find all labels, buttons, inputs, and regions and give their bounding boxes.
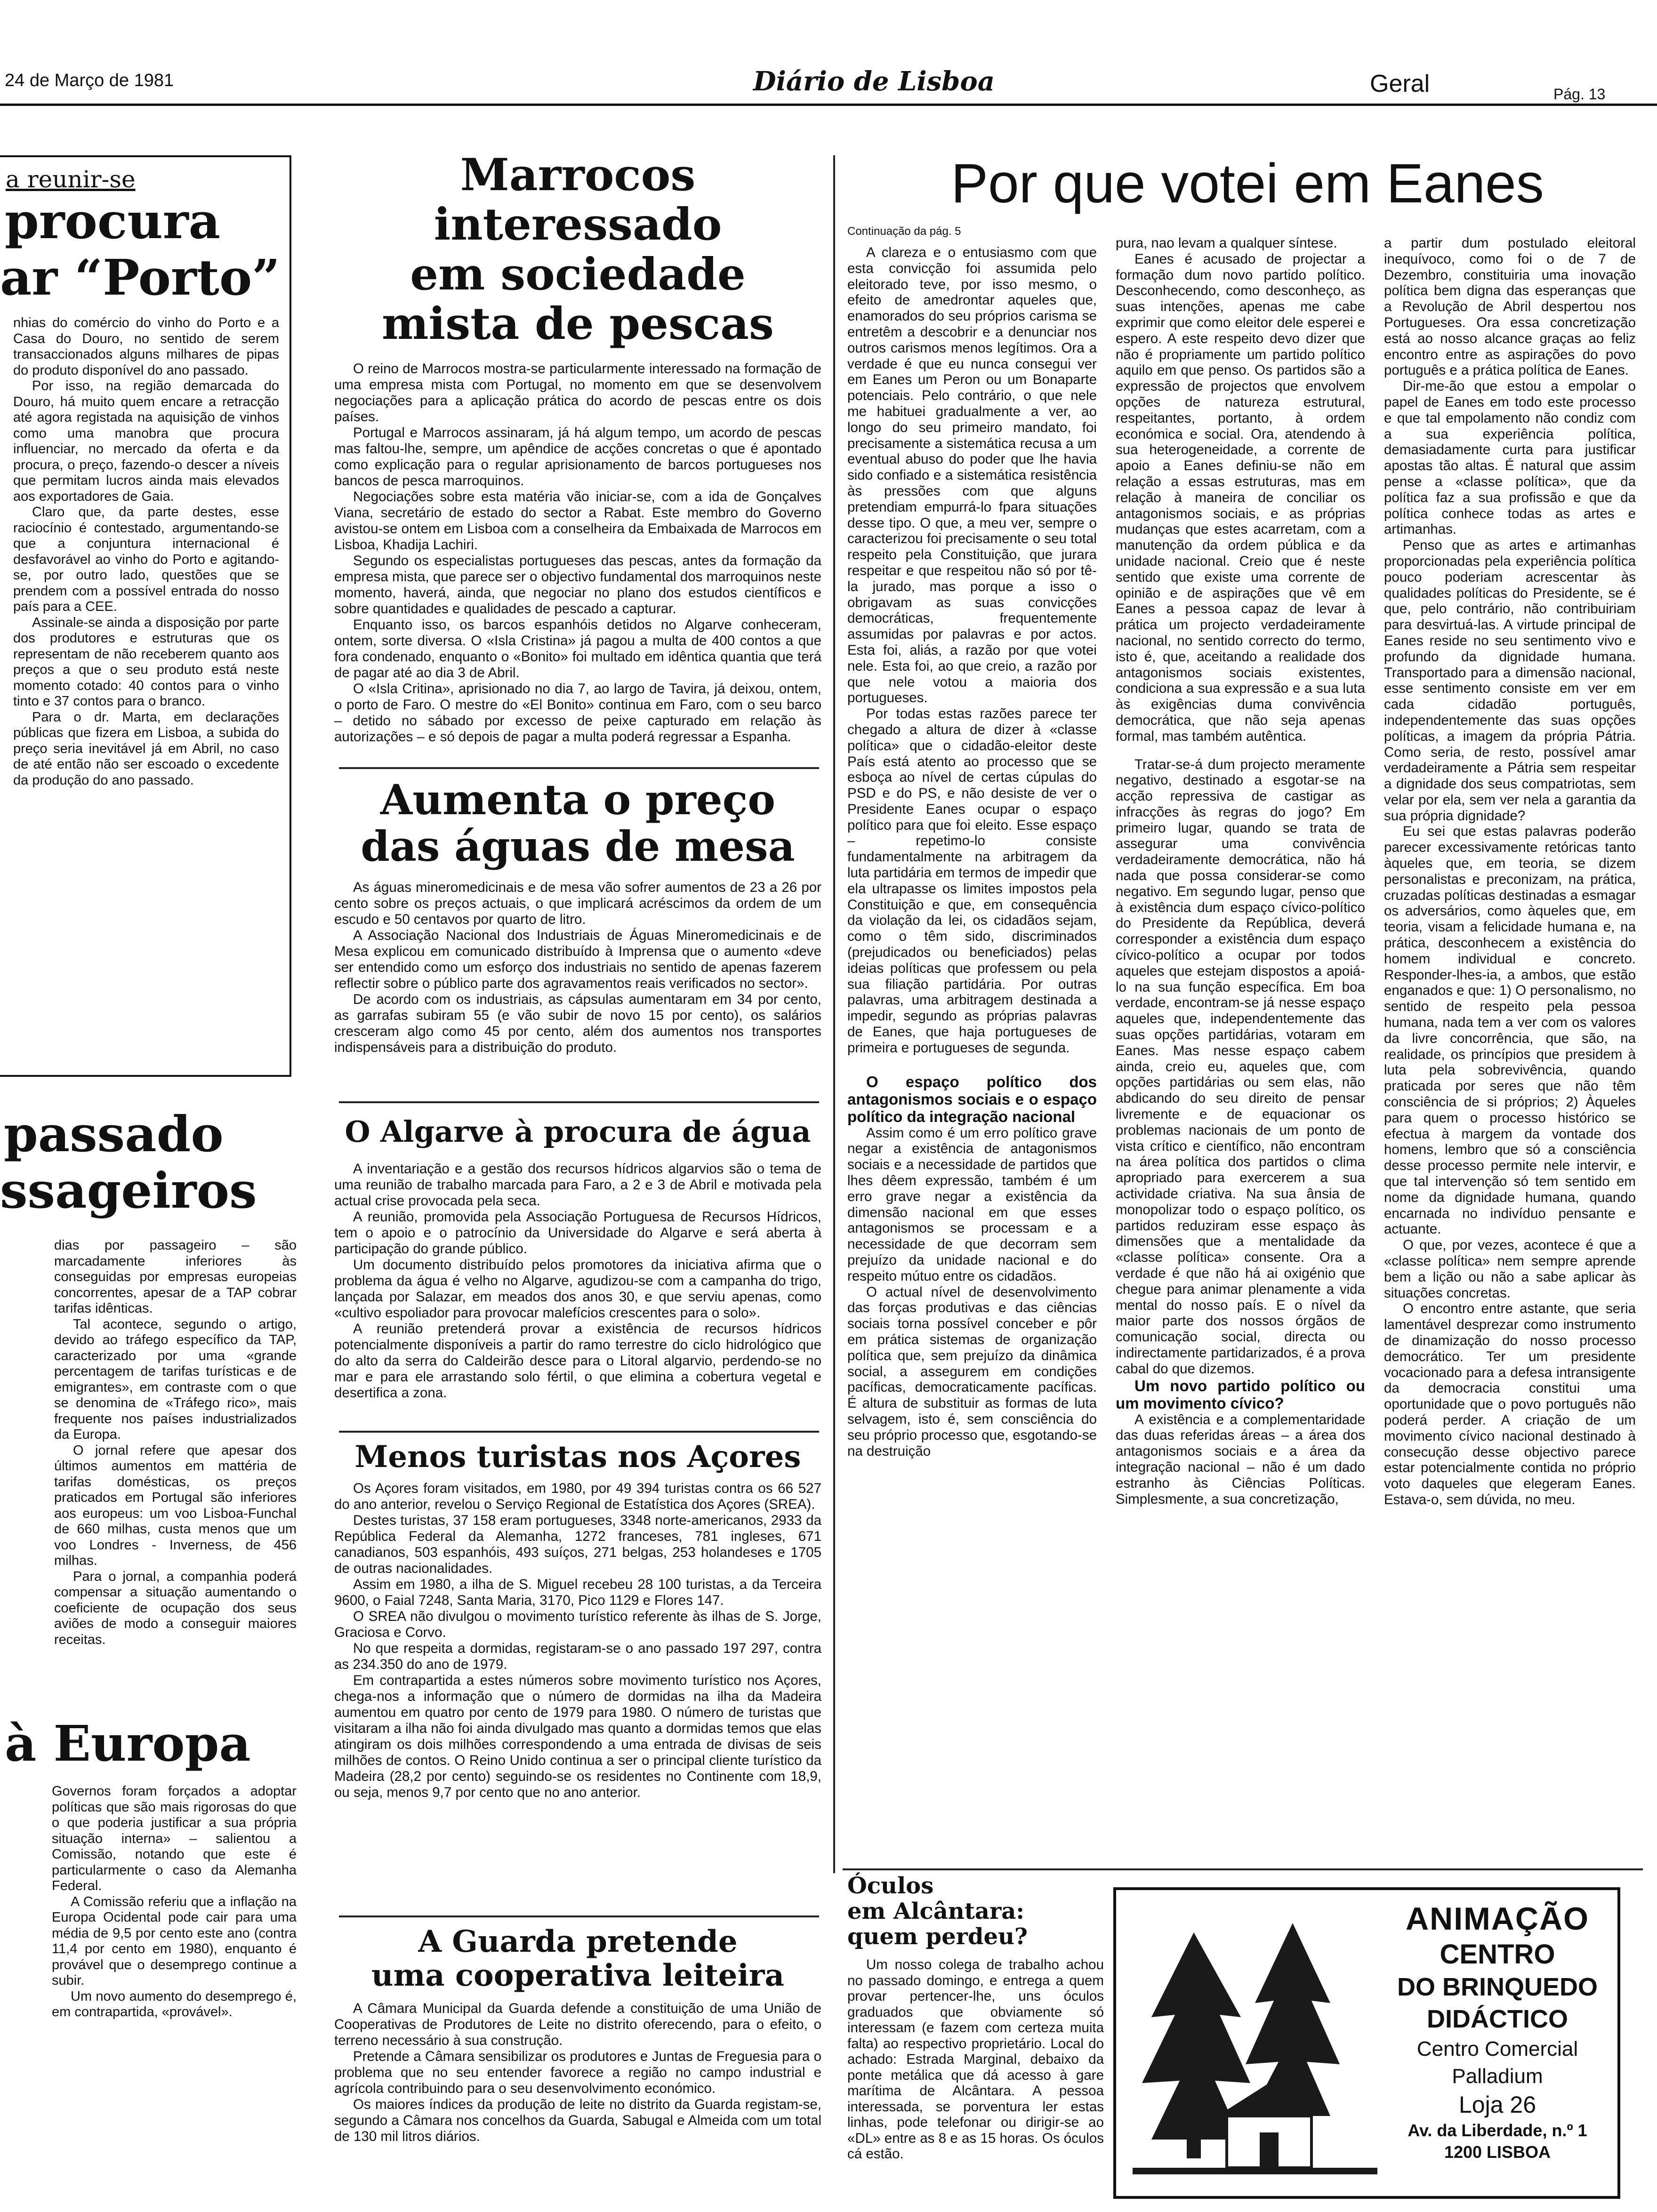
- porto-para: Por isso, na região demarcada do Douro, há muito quem encare a retracção até agora registada na aquisição de vinhos como uma manobra que procura influenciar, no mercado da oferta e da procura, o preço, fazendo-o descer a níveis que permitam lucros ainda mais elevados aos exportadores de Gaia.: [13, 378, 279, 504]
- tap-story: [0, 1106, 301, 1694]
- eanes-para: Dir-me-ão que estou a empolar o papel de Eanes em todo este processo e que tal empolamento não condiz com a sua experiência política, demasiadamente curta para justificar apostas tão altas. É natural que assim pense a «classe política», que da política faz a sua profissão e que da política conhece todas as artes e artimanhas.: [1384, 378, 1636, 537]
- ad-line: Loja 26: [1458, 2092, 1536, 2118]
- aguas-body: [334, 880, 821, 1056]
- section-rule: [339, 1431, 819, 1433]
- algarve-para: A inventariação e a gestão dos recursos hídricos algarvios são o tema de uma reunião de trabalho marcada para Faro, a 2 e 3 de Abril e motivada pela actual crise provocada pela seca.: [334, 1161, 821, 1209]
- ad-line: 1200 LISBOA: [1444, 2142, 1551, 2162]
- brinquedo-ad: [1113, 1887, 1620, 2199]
- porto-para: Assinale-se ainda a disposição por parte dos produtores e estruturas que os representam de não receberem quanto aos preços a que o seu produto está neste momento cotado: 40 contos para o vinho tinto e 37 contos para o branco.: [13, 615, 279, 709]
- guarda-para: A Câmara Municipal da Guarda defende a constituição de uma União de Cooperativas de Produtores de Leite no distrito oferecendo, para o efeito, o terreno necessário à sua construção.: [334, 2001, 821, 2049]
- aguas-para: De acordo com os industriais, as cápsulas aumentaram em 34 por cento, as garrafas subiram 55 (e vão subir de novo 15 por cento), os salários cresceram algo como 45 por cento, além dos aumentos nos transportes indispensáveis para a distribuição do produto.: [334, 992, 821, 1056]
- eanes-para: pura, nao levam a qualquer síntese.: [1116, 235, 1337, 251]
- marrocos-para: Portugal e Marrocos assinaram, já há algum tempo, um acordo de pescas mas faltou-lhe, sempre, um apêndice de acções concretas o que é apontado como explicação para o regular aprisionamento de barcos portugueses nos bancos de pesca marroquinos.: [334, 425, 821, 489]
- porto-para: Claro que, da parte destes, esse raciocínio é contestado, argumentando-se que a conjuntura internacional é desfavorável ao vinho do Porto e agitando-se, por outro lado, questões que se prendem com a possível entrada do nosso país para a CEE.: [13, 505, 279, 614]
- acores-body: [334, 1481, 821, 1801]
- europa-headline: à Europa: [5, 1715, 251, 1772]
- oculos-body: [847, 1957, 1104, 2162]
- guarda-story: [334, 1925, 821, 2145]
- aguas-story: [334, 777, 821, 1056]
- europa-para: Um novo aumento do desemprego é, em contrapartida, «provável».: [52, 1988, 297, 2020]
- eanes-para: Eu sei que estas palavras poderão parecer excessivamente retóricas tanto àqueles que, em teoria, se dizem personalistas e preconizam, na prática, cruzadas políticas destinadas a esmagar os adversários, como àqueles que, em teoria, visam a felicidade humana e, na prática, desconhecem a existência do homem individual e concreto. Responder-lhes-ia, a ambos, que estão enganados e que: 1) O personalismo, no sentido de respeito pela pessoa humana, nada tem a ver com os valores da livre concorrência, que são, na realidade, os princípios que presidem à luta pela sobrevivência, quando praticada por seres que não têm consciência de si próprios; 2) Àqueles para quem o processo histórico se efectua à margem da vontade dos homens, lembro que só a consciência desse processo permite nele intervir, e que tal intervenção só tem sentido em nome da dignidade humana, quando encarnada no indivíduo pensante e actuante.: [1384, 824, 1636, 1237]
- porto-kicker: a reunir-se: [6, 166, 136, 193]
- oculos-para: Um nosso colega de trabalho achou no passado domingo, e entrega a quem provar pertencer-lhe, uns óculos graduados que obviamente só interessam (e fazem com certeza muita falta) ao respectivo proprietário. Local do achado: Estrada Marginal, debaixo da ponte metálica que dá acesso à gare marítima de Alcântara. A pessoa interessada, se porventura ler estas linhas, pode telefonar ou dirigir-se ao «DL» entre as 8 e as 15 horas. Os óculos cá estão.: [847, 1957, 1104, 2162]
- europa-para: A Comissão referiu que a inflação na Europa Ocidental pode cair para uma média de 9,5 por cento este ano (contra 11,4 por cento em 1980), enquanto é provável que o desemprego continue a subir.: [52, 1894, 297, 1988]
- porto-headline-2: ar “Porto”: [0, 248, 281, 306]
- tap-para: Para o jornal, a companhia poderá compensar a situação aumentando o coeficiente de ocupação dos seus aviões de modo a conseguir maiores receitas.: [54, 1569, 297, 1647]
- tap-para: dias por passageiro – são marcadamente inferiores às conseguidas por empresas europeias concorrentes, apesar de a TAP cobrar tarifas idênticas.: [54, 1238, 297, 1316]
- marrocos-headline-1: Marrocos interessado: [434, 149, 722, 251]
- acores-story: [334, 1440, 821, 1801]
- eanes-para: Por todas estas razões parece ter chegado a altura de dizer à «classe política» que o cidadão-eleitor deste País está atento ao processo que se esboça ao nível de certas cúpulas do PSD e do PS, e não desiste de ver o Presidente Eanes ocupar o espaço político para que foi eleito. Esse espaço – repetimo-lo consiste fundamentalmente na arbitragem da luta partidária em termos de impedir que ela ultrapasse os limites impostos pela Constituição e que, em consequência da violação da lei, os cidadãos sejam, como o têm sido, discriminados (prejudicados ou beneficiados) pelas ideias políticas que professem ou pela sua filiação partidária. Por outras palavras, uma arbitragem destinada a impedir, segundo as próprias palavras de Eanes, que haja portugueses de primeira e portugueses de segunda.: [847, 706, 1097, 1056]
- eanes-para: O actual nível de desenvolvimento das forças produtivas e das ciências sociais torna possível conceber e pôr em prática sistemas de organização política que, sem prejuízo da dinâmica social, a assegurem em condições pacíficas, democraticamente pacíficas. É altura de substituir as formas de luta selvagem, isto é, sem consciência do seu próprio processo que, esgotando-se na destruição: [847, 1284, 1097, 1459]
- acores-para: No que respeita a dormidas, registaram-se o ano passado 197 297, contra as 234.350 do ano de 1979.: [334, 1640, 821, 1672]
- eanes-subhead-2: Um novo partido político ou um movimento cívico?: [1116, 1377, 1365, 1412]
- oculos-headline-3: quem perdeu?: [847, 1923, 1028, 1950]
- column-rule: [833, 155, 835, 1873]
- section-rule: [339, 1101, 819, 1103]
- aguas-para: As águas mineromedicinais e de mesa vão sofrer aumentos de 23 a 26 por cento sobre os preços actuais, o que implicará acréscimos da ordem de um escudo e 50 centavos por quarto de litro.: [334, 880, 821, 928]
- tap-headline-1: passado: [4, 1105, 224, 1163]
- marrocos-headline-2: em sociedade: [410, 248, 746, 300]
- ad-line: DIDÁCTICO: [1427, 2005, 1568, 2033]
- algarve-body: [334, 1161, 821, 1401]
- marrocos-para: Negociações sobre esta matéria vão iniciar-se, com a ida de Gonçalves Viana, secretário de estado do sector a Rabat. Este membro do Governo avistou-se ontem em Lisboa com a conselheira da Embaixada de Marrocos em Lisboa, Khadija Lachiri.: [334, 489, 821, 553]
- porto-para: Para o dr. Marta, em declarações públicas que fizera em Lisboa, a subida do preço seria inevitável já em Abril, no caso de até então não ser escoado o excedente da produção do ano passado.: [13, 709, 279, 788]
- aguas-headline-2: das águas de mesa: [361, 821, 795, 871]
- tap-body: [0, 1219, 301, 1648]
- guarda-body: [334, 2001, 821, 2145]
- oculos-headline-1: Óculos: [847, 1873, 934, 1899]
- ad-text-block: [1380, 1899, 1615, 2163]
- europa-body: [0, 1774, 301, 2020]
- page-number: Pág. 13: [1553, 86, 1606, 103]
- ad-line: DO BRINQUEDO: [1397, 1973, 1598, 2001]
- ad-line: Av. da Liberdade, n.º 1: [1408, 2121, 1587, 2140]
- marrocos-para: O reino de Marrocos mostra-se particularmente interessado na formação de uma empresa mista com Portugal, no momento em que se desenvolvem negociações para a aplicação prática do acordo de pescas entre os dois países.: [334, 361, 821, 425]
- issue-date: 24 de Março de 1981: [5, 71, 174, 90]
- algarve-para: A reunião pretenderá provar a existência de recursos hídricos potencialmente disponíveis a partir do ramo terrestre do ciclo hidrológico que do alto da serra do Caldeirão desce para o Litoral algarvio, perdendo-se no mar e para ele arrastando solo fértil, o que elimina a cobertura vegetal e desertifica a zona.: [334, 1321, 821, 1401]
- guarda-para: Pretende a Câmara sensibilizar os produtores e Juntas de Freguesia para o problema que no seu entender favorece a região no campo industrial e agrícola contribuindo para o seu desenvolvimento económico.: [334, 2049, 821, 2097]
- porto-body: [0, 306, 290, 788]
- acores-para: Destes turistas, 37 158 eram portugueses, 3348 norte-americanos, 2933 da República Federal da Alemanha, 1272 franceses, 781 ingleses, 671 canadianos, 503 espanhóis, 493 suíços, 271 belgas, 253 holandeses e 1705 de outras nacionalidades.: [334, 1512, 821, 1576]
- acores-para: O SREA não divulgou o movimento turístico referente às ilhas de S. Jorge, Graciosa e Corvo.: [334, 1608, 821, 1640]
- eanes-subhead-1: O espaço político dos antagonismos sociais e o espaço político da integração nacional: [847, 1073, 1097, 1125]
- aguas-headline-1: Aumenta o preço: [380, 775, 776, 824]
- algarve-para: A reunião, promovida pela Associação Portuguesa de Recursos Hídricos, tem o apoio e o patrocínio da Universidade do Algarve e será aberta à participação do grande público.: [334, 1209, 821, 1257]
- marrocos-para: O «Isla Critina», aprisionado no dia 7, ao largo de Tavira, já deixou, ontem, o porto de Faro. O mestre do «El Bonito» continua em Faro, com o seu barco – detido no sábado por excesso de peixe capturado em relação às autorizações – e só depois de pagar a multa poderá regressar a Espanha.: [334, 681, 821, 745]
- newspaper-logo: Diário de Lisboa: [753, 66, 995, 97]
- algarve-story: [334, 1115, 821, 1401]
- acores-para: Em contrapartida a estes números sobre movimento turístico nos Açores, chega-nos a informação que o número de dormidas na ilha da Madeira aumentou em quatro por cento de 1979 para 1980. O número de turistas que visitaram a ilha não foi ainda divulgado mas quanto a dormidas temos que elas atingiram os dois milhões correspondendo a uma entrada de divisas de seis milhões de contos. O Reino Unido continua a ser o principal cliente turístico da Madeira (28,2 por cento) seguindo-se os residentes no Continente com 18,9, ou seja, menos 9,7 por cento que no ano anterior.: [334, 1672, 821, 1800]
- tap-para: Tal acontece, segundo o artigo, devido ao tráfego específico da TAP, caracterizado por uma «grande percentagem de tarifas turísticas e de emigrantes», em contraste com o que se denomina de «Tráfego rico», mais frequente nos países industrializados da Europa.: [54, 1316, 297, 1442]
- ad-line: Centro Comercial: [1416, 2037, 1578, 2060]
- ad-line: ANIMAÇÃO: [1406, 1901, 1589, 1937]
- guarda-headline-2: uma cooperativa leiteira: [371, 1957, 784, 1993]
- marrocos-para: Enquanto isso, os barcos espanhóis detidos no Algarve conheceram, ontem, sorte diversa. O «Isla Cristina» já pagou a multa de 400 contos a que fora condenado, enquanto o «Bonito» foi multado em idêntica quantia que terá de pagar até ao dia 3 de Abril.: [334, 617, 821, 681]
- europa-para: Governos foram forçados a adoptar políticas que são mais rigorosas do que o que poderia justificar a sua própria situação interna» – salientou a Comissão, notando que este é particularmente o caso da Alemanha Federal.: [52, 1784, 297, 1893]
- acores-para: Assim em 1980, a ilha de S. Miguel recebeu 28 100 turistas, a da Terceira 9600, o Faial 7248, Santa Maria, 3170, Pico 1129 e Flores 147.: [334, 1576, 821, 1608]
- marrocos-story: [334, 151, 821, 745]
- eanes-para: O que, por vezes, acontece é que a «classe política» nem sempre aprende bem a lição ou não a sabe aplicar às situações concretas.: [1384, 1237, 1636, 1301]
- ground-line: [1133, 2168, 1377, 2174]
- oculos-story: [847, 1873, 1104, 2162]
- ad-line: CENTRO: [1440, 1939, 1555, 1970]
- porto-para: nhias do comércio do vinho do Porto e a Casa do Douro, no sentido de serem transaccionados alguns milhares de pipas do produto disponível do ano passado.: [13, 315, 279, 378]
- eanes-para: a partir dum postulado eleitoral inequívoco, como foi o de 7 de Dezembro, constituiria uma inovação política bem digna das esperanças que a Revolução de Abril despertou nos Portugueses. Ora essa concretização está ao nosso alcance graças ao feliz encontro entre as aspirações do povo português e a prática política de Eanes.: [1384, 235, 1636, 378]
- eanes-col-1: [847, 245, 1097, 1459]
- guarda-headline-1: A Guarda pretende: [418, 1924, 738, 1959]
- eanes-para: Tratar-se-á dum projecto meramente negativo, destinado a esgotar-se na acção repressiva de castigar as infracções às regras do jogo? Em primeiro lugar, quando se trata de assegurar uma convivência verdadeiramente democrática, não há nada que possa considerar-se como negativo. Em segundo lugar, penso que à existência dum espaço cívico-político do Presidente da República, deverá corresponder a existência dum espaço cívico-político a ocupar por todos aqueles que estejam dispostos a apoiá-lo na sua função específica. Em boa verdade, encontram-se já nesse espaço aqueles que, independentemente das suas opções partidárias, votaram em Eanes. Mas nesse espaço cabem ainda, creio eu, aqueles que, com opções partidárias ou sem elas, não abdicando do seu direito de pensar livremente e de equacionar os problemas nacionais de um ponto de vista crítico e científico, não encontram na área política dos partidos o clima apropriado para exercerem a sua actividade criativa. Na sua ânsia de monopolizar todo o espaço político, os partidos reduziram esse espaço às dimensões que a mentalidade da «classe política» consente. Ora a verdade é que não há ai oxigénio que chegue para animar plenamente a vida mental do nosso país. E o nível da maior parte dos nossos órgãos de comunicação social, directa ou indirectamente partidarizados, é a prova cabal do que dizemos.: [1116, 756, 1365, 1377]
- algarve-para: Um documento distribuído pelos promotores da iniciativa afirma que o problema da água é velho no Algarve, agudizou-se com a campanha do trigo, lançada por Salazar, em meados dos anos 30, e que serviu apenas, como «cultivo espoliador para provocar malefícios crescentes para o solo».: [334, 1257, 821, 1321]
- section-rule: [339, 1915, 819, 1917]
- porto-story-box: [0, 155, 291, 1077]
- acores-headline: Menos turistas nos Açores: [354, 1439, 801, 1475]
- marrocos-headline-3: mista de pescas: [382, 297, 774, 350]
- marrocos-para: Segundo os especialistas portugueses das pescas, antes da formação da empresa mista, que parece ser o objectivo fundamental dos marroquinos neste momento, haverá, ainda, que negociar no plano dos estudos científicos e sobre quantidades e qualidades de pescado a capturar.: [334, 553, 821, 617]
- tap-headline-2: ssageiros: [0, 1162, 257, 1219]
- acores-para: Os Açores foram visitados, em 1980, por 49 394 turistas contra os 66 527 do ano anterior, revelou o Serviço Regional de Estatística dos Açores (SREA).: [334, 1480, 821, 1512]
- marrocos-body: [334, 361, 821, 745]
- algarve-headline: O Algarve à procura de água: [345, 1114, 811, 1149]
- section-rule: [843, 1868, 1643, 1870]
- eanes-col-3: [1384, 235, 1636, 1508]
- tap-para: O jornal refere que apesar dos últimos aumentos em mattéria de tarifas domésticas, os preços praticados em Portugal são inferiores aos europeus: um voo Lisboa-Funchal de 660 milhas, custa menos que um voo Londres - Inverness, de 456 milhas.: [54, 1443, 297, 1568]
- eanes-headline: Por que votei em Eanes: [951, 152, 1544, 215]
- eanes-para: Assim como é um erro político grave negar a existência de antagonismos sociais e a necessidade de partidos que lhes dêem expressão, também é um erro grave negar a existência da dimensão nacional em que esses antagonismos se processam e a necessidade de que decorram sem prejuízo da unidade nacional e do respeito mútuo entre os cidadãos.: [847, 1125, 1097, 1284]
- eanes-para: A existência e a complementaridade das duas referidas áreas – a área dos antagonismos sociais e a área da integração nacional – não é um dado estranho às Ciências Políticas. Simplesmente, a sua concretização,: [1116, 1411, 1365, 1507]
- ad-line: Palladium: [1452, 2065, 1543, 2088]
- aguas-para: A Associação Nacional dos Industriais de Águas Mineromedicinais e de Mesa explicou em comunicado distribuído à Imprensa que o aumento «deve ser entendido como um esforço dos industriais no sentido de apenas fazerem reflectir sobre o público parte dos agravamentos reais verificados no sector».: [334, 928, 821, 992]
- eanes-para: A clareza e o entusiasmo com que esta convicção foi assumida pelo eleitorado teve, por isso mesmo, o efeito de amedrontar aqueles que, enamorados do seu próprios carisma se entretêm a descobrir e a denunciar nos outros carismos menos legítimos. Ora a verdade é que eu nunca consegui ver em Eanes um Peron ou um Bonaparte potenciais. Pelo contrário, o que nele me habituei gradualmente a ver, ao longo do seu primeiro mandato, foi precisamente a sistemática recusa a um eventual abuso do poder que lhe havia sido confiado e a sistemática resistência às pressões com que alguns pretendiam empurrá-lo fpara situações desse tipo. O que, a meu ver, sempre o caracterizou foi precisamente o seu total respeito pela Constituição, que jurara respeitar e que respeitou não só por tê-la jurado, mas porque a isso o obrigavam as suas convicções democráticas, frequentemente assumidas por palavras e por actos. Esta foi, aliás, a razão por que votei nele. Esta foi, ao que creio, a razão por que nele votou a maioria dos portugueses.: [847, 245, 1097, 706]
- trees-house-illustration: [1123, 1895, 1387, 2191]
- europa-story: [0, 1713, 301, 2203]
- header-rule: [0, 104, 1657, 106]
- section-rule: [339, 767, 819, 769]
- porto-headline-1: procura: [5, 192, 220, 250]
- section-name: Geral: [1370, 70, 1430, 97]
- eanes-continuation: Continuação da pág. 5: [847, 225, 961, 238]
- eanes-col-2: [1116, 235, 1365, 1507]
- eanes-para: O encontro entre astante, que seria lamentável desprezar como instrumento de dinamização do nosso processo democrático. Ter um presidente vocacionado para a defesa intransigente da democracia constitui uma oportunidade que o povo português não poderá perder. A criação de um movimento cívico nacional destinado à consecução desse objectivo parece estar potencialmente contida no próprio voto daqueles que elegeram Eanes. Estava-o, sem dúvida, no meu.: [1384, 1301, 1636, 1507]
- guarda-para: Os maiores índices da produção de leite no distrito da Guarda registam-se, segundo a Câmara nos concelhos da Guarda, Sabugal e Almeida com um total de 130 mil litros diários.: [334, 2097, 821, 2145]
- eanes-para: Penso que as artes e artimanhas proporcionadas pela experiência política pouco poderiam acrescentar às qualidades políticas do Presidente, se é que, pelo contrário, não contribuiriam para desvirtuá-las. A virtude principal de Eanes reside no seu sentimento vivo e profundo da dignidade humana. Transportado para a dimensão nacional, esse sentimento consiste em ver em cada cidadão português, independentemente das suas opções políticas, a imagem da própria Pátria. Como seria, de resto, possível amar verdadeiramente a Pátria sem respeitar a dignidade dos seus compatriotas, sem velar por ela, sem ver nela a garantia da sua própria dignidade?: [1384, 537, 1636, 824]
- eanes-para: Eanes é acusado de projectar a formação dum novo partido político. Desconhecendo, como desconheço, as suas intenções, apenas me cabe exprimir que como eleitor dele esperei e espero. A este respeito devo dizer que não é propriamente um partido político aquilo em que penso. Os partidos são a expressão de projectos que envolvem opções de natureza estrutural, respeitantes, portanto, à ordem económica e social. Ora, atendendo à sua heterogeneidade, a corrente de apoio a Eanes definiu-se não em relação a essas estruturas, mas em relação à maneira de conciliar os antagonismos sociais, e as próprias mudanças que estes acarretam, com a manutenção da ordem pública e da unidade nacional. Creio que é neste sentido que existe uma corrente de opinião e de aspirações que vê em Eanes a pessoa capaz de levar à prática um projecto verdadeiramente nacional, no sentido correcto do termo, isto é, que, aceitando a realidade dos antagonismos sociais existentes, condiciona a sua expressão e a sua luta às exigências duma convivência democrática, que não seja apenas formal, mas também autêntica.: [1116, 251, 1365, 744]
- oculos-headline-2: em Alcântara:: [847, 1898, 1025, 1924]
